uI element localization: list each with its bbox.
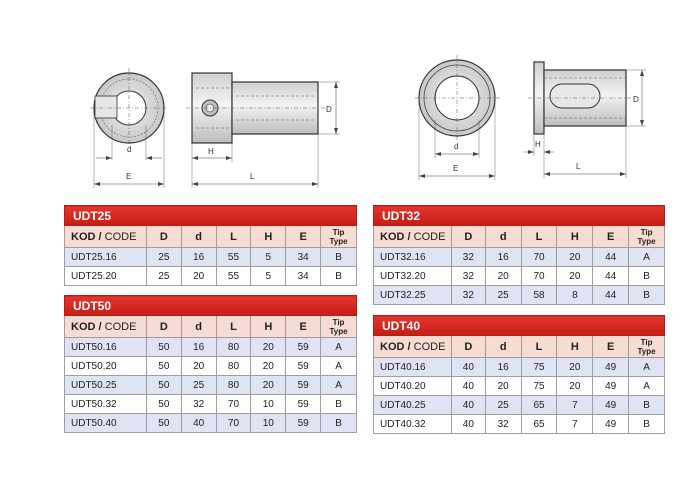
table-row: UDT32.20 32 20 70 20 44 B	[374, 267, 665, 286]
table-row: UDT32.16 32 16 70 20 44 A	[374, 248, 665, 267]
left-front-view	[90, 68, 168, 188]
right-dim-H: H	[535, 140, 541, 149]
table-row: UDT40.20 40 20 75 20 49 A	[374, 377, 665, 396]
table-row: UDT25.16 25 16 55 5 34 B	[65, 248, 357, 267]
left-dim-H: H	[208, 147, 214, 156]
left-dim-E: E	[126, 172, 132, 181]
right-dim-E: E	[453, 164, 459, 173]
right-dim-D: D	[633, 95, 639, 104]
header-L: L	[216, 226, 251, 248]
header-L: L	[216, 316, 251, 338]
header-D: D	[451, 226, 485, 248]
header-D: D	[146, 226, 181, 248]
header-E: E	[286, 226, 321, 248]
table-row: UDT50.40 50 40 70 10 59 B	[65, 414, 357, 433]
right-dim-L: L	[576, 162, 581, 171]
right-technical-drawing	[350, 0, 700, 195]
header-code: KOD / CODE	[65, 226, 147, 248]
header-H: H	[557, 226, 593, 248]
header-code: KOD / CODE	[65, 316, 147, 338]
header-H: H	[557, 336, 593, 358]
header-tip-type: Tip Type	[629, 226, 665, 248]
header-L: L	[521, 226, 557, 248]
header-tip-type: Tip Type	[321, 316, 357, 338]
table-udt50	[64, 295, 357, 433]
table-row: UDT32.25 32 25 58 8 44 B	[374, 286, 665, 305]
header-H: H	[251, 226, 286, 248]
left-dim-d: d	[127, 145, 132, 154]
header-d: d	[485, 336, 521, 358]
header-d: d	[485, 226, 521, 248]
table-udt25	[64, 205, 357, 286]
table-title: UDT50	[65, 296, 357, 316]
header-d: d	[181, 226, 216, 248]
table-title: UDT32	[374, 206, 665, 226]
header-tip-type: Tip Type	[629, 336, 665, 358]
table-udt40	[373, 315, 665, 434]
table-row: UDT40.16 40 16 75 20 49 A	[374, 358, 665, 377]
table-row: UDT50.16 50 16 80 20 59 A	[65, 338, 357, 357]
header-tip-type: Tip Type	[321, 226, 357, 248]
left-dim-L: L	[250, 172, 255, 181]
header-D: D	[146, 316, 181, 338]
left-technical-drawing	[0, 0, 350, 195]
table-title: UDT40	[374, 316, 665, 336]
header-D: D	[451, 336, 485, 358]
header-d: d	[181, 316, 216, 338]
header-E: E	[593, 336, 629, 358]
header-H: H	[251, 316, 286, 338]
left-dim-D: D	[326, 105, 332, 114]
table-row: UDT40.32 40 32 65 7 49 B	[374, 415, 665, 434]
left-side-view	[186, 73, 340, 188]
table-title: UDT25	[65, 206, 357, 226]
header-E: E	[593, 226, 629, 248]
header-code: KOD / CODE	[374, 226, 452, 248]
header-code: KOD / CODE	[374, 336, 452, 358]
right-side-view	[524, 62, 646, 178]
right-dim-d: d	[454, 142, 459, 151]
header-E: E	[286, 316, 321, 338]
table-row: UDT50.32 50 32 70 10 59 B	[65, 395, 357, 414]
right-front-view	[415, 55, 500, 180]
table-row: UDT40.25 40 25 65 7 49 B	[374, 396, 665, 415]
table-row: UDT50.25 50 25 80 20 59 A	[65, 376, 357, 395]
table-udt32	[373, 205, 665, 305]
header-L: L	[521, 336, 557, 358]
table-row: UDT50.20 50 20 80 20 59 A	[65, 357, 357, 376]
table-row: UDT25.20 25 20 55 5 34 B	[65, 267, 357, 286]
